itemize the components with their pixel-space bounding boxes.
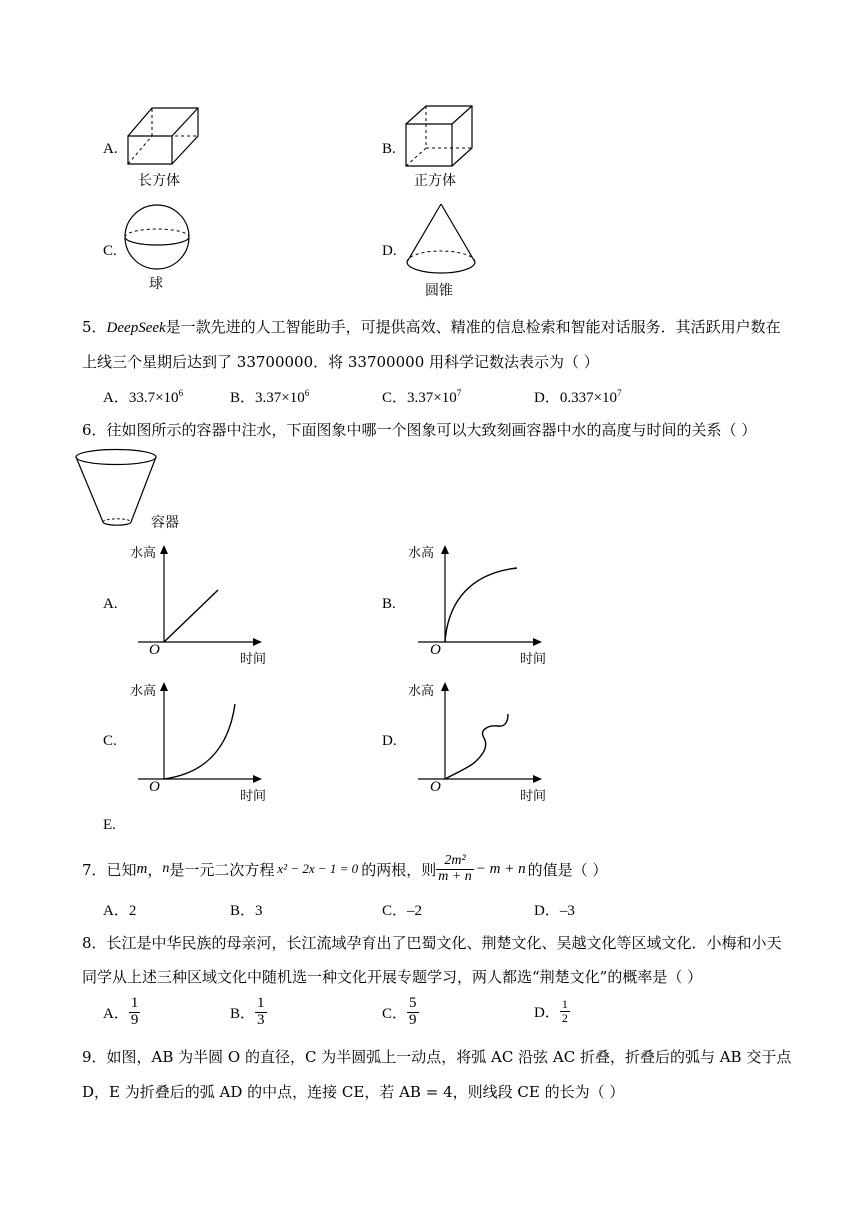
cube-caption: 正方体 <box>414 173 456 189</box>
expression-tail: − m + n <box>475 860 526 877</box>
q7-option-c: C．–2 <box>382 903 423 919</box>
origin-label: O <box>149 642 160 658</box>
q8-option-b: B． $\frac{1}{3}$ <box>230 995 265 1028</box>
quadratic-equation: x² − 2x − 1 = 0 <box>277 861 359 876</box>
q5-line1: 5．DeepSeek是一款先进的人工智能助手，可提供高效、精准的信息检索和智能对话服务．其活跃用户数在 <box>82 318 781 336</box>
option-letter: A. <box>103 596 118 612</box>
x-axis-label: 时间 <box>520 652 547 667</box>
option-letter: A. <box>103 141 118 157</box>
option-letter: B. <box>382 141 396 157</box>
origin-label: O <box>430 642 441 658</box>
q5-option-b: B．$3.37\times 10^6$ <box>230 388 310 406</box>
q5-option-c: C．$3.37\times 10^7$ <box>382 388 462 406</box>
q6-text: 6．往如图所示的容器中注水，下面图象中哪一个图象可以大致刻画容器中水的高度与时间的关系（ ） <box>82 421 757 439</box>
q5-option-d: D．$0.337\times 10^7$ <box>534 388 622 406</box>
option-letter: D. <box>382 733 397 749</box>
cone-figure <box>404 202 479 280</box>
q8-option-a: A． $\frac{1}{9}$ <box>103 995 139 1028</box>
cone-caption: 圆锥 <box>425 283 453 299</box>
graph-c <box>130 682 270 792</box>
var-n: n <box>162 861 170 876</box>
q9-line1: 9．如图，AB 为半圆 O 的直径，C 为半圆弧上一动点，将弧 AC 沿弦 AC 折叠，折叠后的弧与 AB 交于点 <box>82 1048 792 1066</box>
sphere-figure <box>122 204 194 270</box>
option-letter: B. <box>382 596 396 612</box>
x-axis-label: 时间 <box>240 789 267 804</box>
graph-a <box>130 545 270 655</box>
var-m: m <box>136 860 148 877</box>
q8-option-c: C． $\frac{5}{9}$ <box>382 995 417 1028</box>
q8-line2: 同学从上述三种区域文化中随机选一种文化开展专题学习，两人都选“荆楚文化”的概率是（ ） <box>82 968 703 986</box>
option-letter: C. <box>103 733 117 749</box>
q6-option-e: E. <box>103 817 116 833</box>
x-axis-label: 时间 <box>240 652 267 667</box>
q5-option-a: A．$33.7\times 10^6$ <box>103 388 184 406</box>
y-axis-label: 水高 <box>130 546 157 561</box>
cuboid-caption: 长方体 <box>138 173 180 189</box>
q7-option-d: D．–3 <box>534 903 575 919</box>
brand-name: DeepSeek <box>106 320 166 336</box>
q8-option-d: D． $\frac{1}{2}$ <box>534 997 568 1025</box>
origin-label: O <box>149 779 160 795</box>
option-letter: C. <box>103 243 117 259</box>
q7-line: 7．已知 m ， n 是一元二次方程 x² − 2x − 1 = 0 的两根，则 $\frac{\text{2m²}}{m + n}$ − m + n 的值是（ ） <box>82 852 608 884</box>
q9-line2: D，E 为折叠后的弧 AD 的中点，连接 CE，若 AB = 4，则线段 CE 的长为（ ） <box>82 1083 625 1101</box>
x-axis-label: 时间 <box>520 789 547 804</box>
q7-option-b: B．3 <box>230 903 263 919</box>
cuboid-figure <box>124 104 204 169</box>
origin-label: O <box>430 779 441 795</box>
fraction-2m2-over-m-plus-n: $\frac{\text{2m²}}{m + n}$ <box>438 852 472 884</box>
y-axis-label: 水高 <box>408 546 435 561</box>
q8-line1: 8．长江是中华民族的母亲河，长江流域孕育出了巴蜀文化、荆楚文化、吴越文化等区域文化．小梅和小天 <box>82 934 782 952</box>
graph-b <box>410 545 550 655</box>
sphere-caption: 球 <box>149 276 163 292</box>
q7-option-a: A．2 <box>103 903 137 919</box>
graph-d <box>410 682 550 792</box>
y-axis-label: 水高 <box>408 684 435 699</box>
option-letter: D. <box>382 243 397 259</box>
q5-line2: 上线三个星期后达到了 33700000．将 33700000 用科学记数法表示为（ ） <box>82 353 599 371</box>
y-axis-label: 水高 <box>130 684 157 699</box>
cube-figure <box>404 104 479 169</box>
container-caption: 容器 <box>151 515 179 531</box>
